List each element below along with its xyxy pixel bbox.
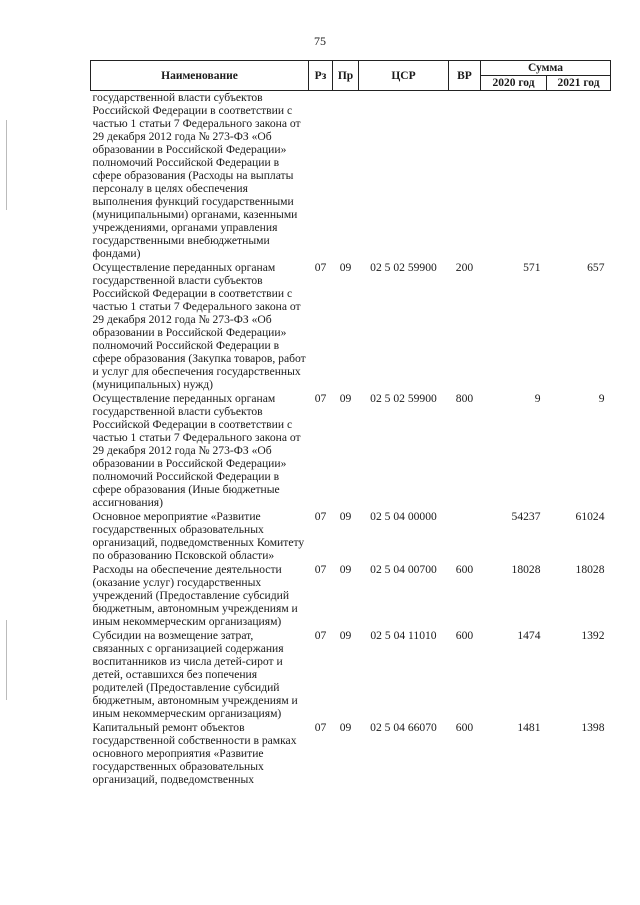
row-name: Расходы на обеспечение деятельности (оказание услуг) государственных учреждений (Предоставление субсидий бюджетным, автономным учреждениям и иным некоммерческим организациям): [92, 563, 298, 628]
row-csr: [359, 91, 449, 262]
row-rz: 07: [314, 721, 327, 734]
row-sum-2021: 9: [598, 392, 605, 405]
row-csr: 02 5 04 11010: [370, 629, 437, 642]
header-year-2021: 2021 год: [547, 76, 611, 91]
row-sum-2020: 571: [523, 261, 541, 274]
row-name: Субсидии на возмещение затрат, связанных с организацией содержания воспитанников из числа детей-сирот и детей, оставшихся без попечения родителей (Предоставление субсидий бюджетным, автономным учреждениям и иным некоммерческим организациям): [92, 629, 298, 720]
row-sum-2021: 657: [587, 261, 605, 274]
row-csr: 02 5 02 59900: [370, 261, 437, 274]
header-csr: ЦСР: [359, 61, 449, 91]
row-pr: 09: [339, 721, 352, 734]
row-sum-2021: [547, 91, 611, 262]
row-sum-2020: [481, 91, 547, 262]
row-vr: 600: [455, 721, 474, 734]
row-sum-2021: 61024: [575, 510, 605, 523]
table-row: [91, 721, 611, 787]
row-rz: 07: [314, 629, 327, 642]
table-row: [91, 261, 611, 392]
table-row: [91, 629, 611, 721]
row-rz: 07: [314, 261, 327, 274]
row-pr: [333, 91, 359, 262]
header-vr: ВР: [449, 61, 481, 91]
row-rz: 07: [314, 510, 327, 523]
row-name: Основное мероприятие «Развитие государственных образовательных организаций, подведомственных Комитету по образованию Псковской области»: [92, 510, 305, 562]
row-name: Капитальный ремонт объектов государственной собственности в рамках основного мероприятия «Развитие государственных образовательных организаций, подведомственных: [92, 721, 297, 786]
table-row: [91, 91, 611, 262]
row-pr: 09: [339, 261, 352, 274]
row-sum-2020: 1474: [517, 629, 541, 642]
header-pr: Пр: [333, 61, 359, 91]
budget-table: [90, 60, 611, 787]
header-sum: Сумма: [481, 61, 611, 76]
row-rz: 07: [314, 563, 327, 576]
row-sum-2021: 1392: [581, 629, 605, 642]
row-csr: 02 5 02 59900: [370, 392, 437, 405]
row-rz: [309, 91, 333, 262]
row-name: Осуществление переданных органам государственной власти субъектов Российской Федерации в соответствии с частью 1 статьи 7 Федерального закона от 29 декабря 2012 года № 273-ФЗ «Об образовании в Российской Федерации» полномочий Российской Федерации в сфере образования (Иные бюджетные ассигнования): [92, 392, 301, 509]
row-name: государственной власти субъектов Российской Федерации в соответствии с частью 1 статьи 7 Федерального закона от 29 декабря 2012 года № 273-ФЗ «Об образовании в Российской Федерации» полномочий Российской Федерации в сфере образования (Расходы на выплаты персоналу в целях обеспечения выполнения функций государственными (муниципальными) органами, казенными учреждениями, органами управления государственными внебюджетными фондами): [92, 91, 301, 260]
row-sum-2020: 1481: [517, 721, 541, 734]
row-sum-2021: 1398: [581, 721, 605, 734]
row-csr: 02 5 04 66070: [370, 721, 437, 734]
row-vr: 200: [455, 261, 474, 274]
row-pr: 09: [339, 629, 352, 642]
row-pr: 09: [339, 392, 352, 405]
row-csr: 02 5 04 00000: [370, 510, 437, 523]
row-vr: 600: [455, 563, 474, 576]
row-vr: [449, 91, 481, 262]
row-name: Осуществление переданных органам государственной власти субъектов Российской Федерации в соответствии с частью 1 статьи 7 Федерального закона от 29 декабря 2012 года № 273-ФЗ «Об образовании в Российской Федерации» полномочий Российской Федерации в сфере образования (Закупка товаров, работ и услуг для обеспечения государственных (муниципальных) нужд): [92, 261, 306, 391]
scan-edge-mark: [6, 120, 7, 210]
table-row: [91, 510, 611, 563]
row-vr: 600: [455, 629, 474, 642]
row-sum-2021: 18028: [575, 563, 605, 576]
row-sum-2020: 18028: [511, 563, 541, 576]
row-vr: 800: [455, 392, 474, 405]
row-vr: [449, 510, 481, 563]
row-rz: 07: [314, 392, 327, 405]
header-year-2020: 2020 год: [481, 76, 547, 91]
row-sum-2020: 54237: [511, 510, 541, 523]
header-name: Наименование: [91, 61, 309, 91]
row-sum-2020: 9: [534, 392, 541, 405]
scan-edge-mark: [6, 620, 7, 700]
table-row: [91, 563, 611, 629]
header-rz: Рз: [309, 61, 333, 91]
row-pr: 09: [339, 563, 352, 576]
page-number: 75: [314, 34, 326, 48]
row-pr: 09: [339, 510, 352, 523]
table-row: [91, 392, 611, 510]
row-csr: 02 5 04 00700: [370, 563, 437, 576]
